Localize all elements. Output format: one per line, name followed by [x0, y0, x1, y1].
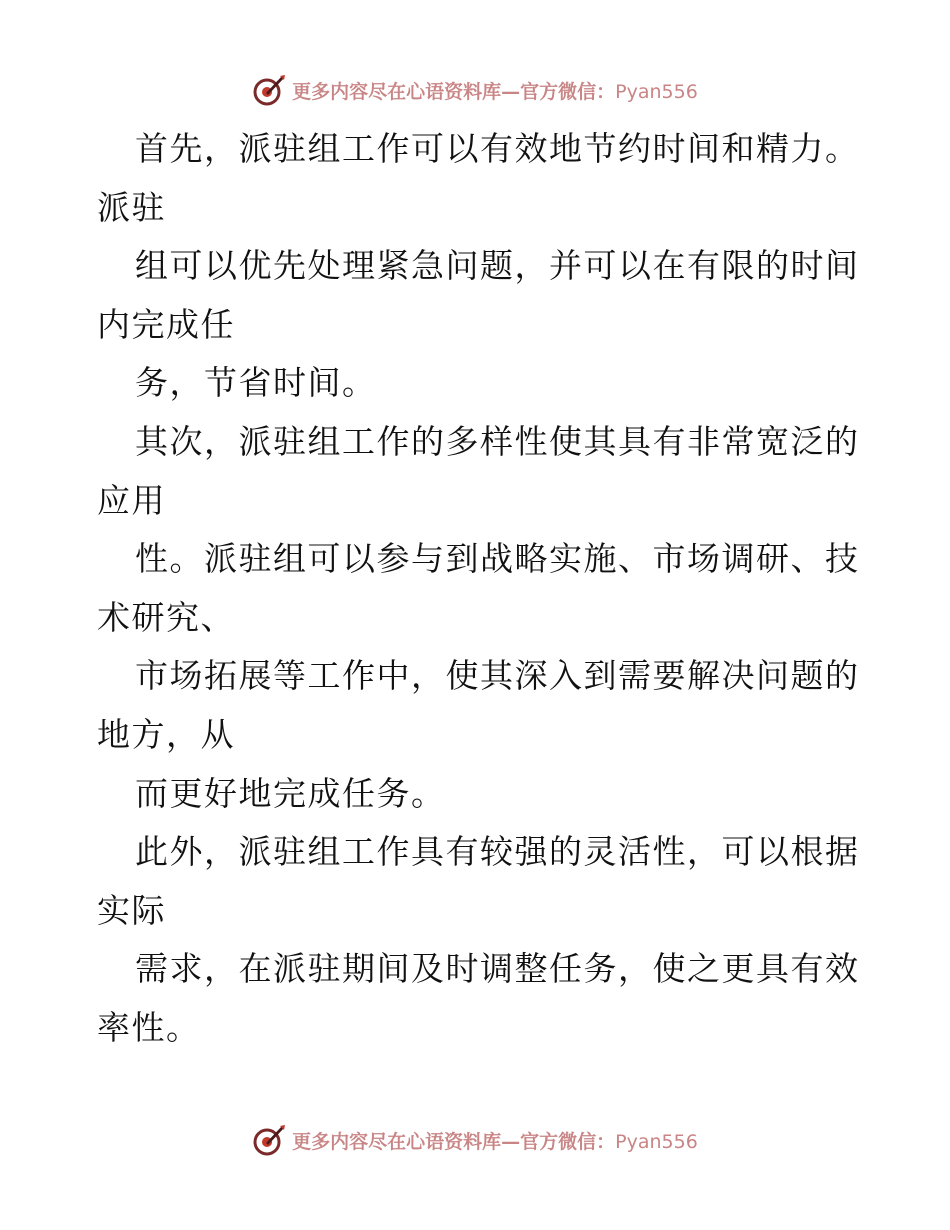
header-banner	[0, 70, 950, 110]
text-line: 率性。	[97, 1007, 201, 1047]
text-line: 术研究、	[97, 597, 235, 637]
footer-banner-cn: 更多内容尽在心语资料库—官方微信：	[292, 1130, 616, 1153]
text-line: 需求，在派驻期间及时调整任务，使之更具有效	[135, 949, 860, 989]
text-line: 此外，派驻组工作具有较强的灵活性，可以根据	[135, 832, 860, 872]
text-line: 性。派驻组可以参与到战略实施、市场调研、技	[135, 539, 860, 579]
quill-logo-icon	[252, 1123, 286, 1157]
text-line: 首先，派驻组工作可以有效地节约时间和精力。	[135, 129, 860, 168]
text-line: 市场拓展等工作中，使其深入到需要解决问题的	[135, 656, 860, 696]
header-banner-cn: 更多内容尽在心语资料库—官方微信：	[292, 80, 616, 103]
footer-wechat-id: Pyan556	[615, 1130, 698, 1153]
text-line: 地方，从	[97, 714, 235, 754]
footer-banner-text	[292, 1127, 698, 1154]
text-line: 其次，派驻组工作的多样性使其具有非常宽泛的	[135, 421, 860, 461]
text-line: 内完成任	[97, 304, 235, 344]
text-line: 务，节省时间。	[135, 363, 377, 403]
text-line: 派驻	[97, 187, 166, 227]
quill-logo-icon	[252, 73, 286, 107]
text-line: 实际	[97, 890, 166, 930]
document-body	[97, 120, 860, 1058]
header-banner-text	[292, 77, 698, 104]
footer-banner	[0, 1120, 950, 1160]
text-line: 应用	[97, 480, 166, 520]
text-line: 而更好地完成任务。	[135, 773, 446, 813]
header-wechat-id: Pyan556	[615, 80, 698, 103]
text-line: 组可以优先处理紧急问题，并可以在有限的时间	[135, 246, 860, 286]
